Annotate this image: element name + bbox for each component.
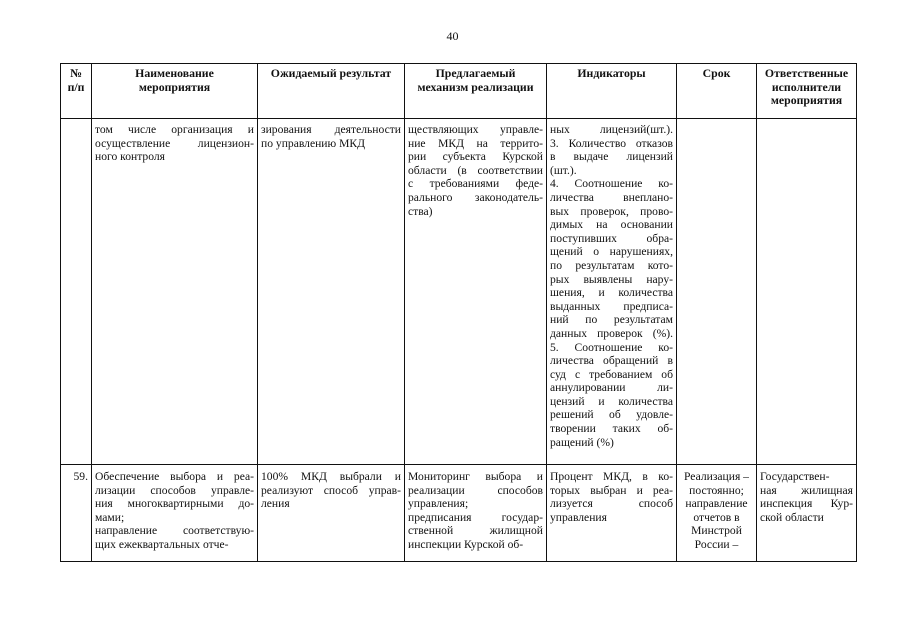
cell-text-line: ращений (%)	[550, 435, 614, 449]
cell-text-line: вых проверок, прово-	[550, 204, 673, 218]
cell-text-line: рального законодатель-	[408, 190, 543, 204]
cell-text-line: реализации способов	[408, 483, 543, 497]
header-expected-result	[258, 64, 405, 119]
cell-text-line: по управлению МКД	[261, 136, 366, 150]
row-deadline	[677, 465, 757, 562]
cell-text-line: Предлагаемый	[435, 66, 516, 80]
cell-text-line: выданных предписа-	[550, 299, 673, 313]
cell-text-line: шения, и количества	[550, 286, 673, 300]
cell-text-line: отчетов в	[693, 510, 740, 524]
header-mechanism	[405, 64, 547, 119]
cell-text-line: мероприятия	[770, 93, 843, 108]
cell-text-line: ской области	[760, 510, 824, 524]
cell-text-line: том числе организация и	[95, 123, 254, 136]
cell-text-line: (шт.).	[550, 163, 577, 177]
table-row	[61, 119, 857, 465]
cell-text-line: ществляющих управле-	[408, 123, 543, 136]
cell-text-line: Мониторинг выбора и	[408, 470, 543, 483]
cell-text-line: ний по результатам	[550, 313, 673, 327]
cell-text-line: Ожидаемый результат	[270, 66, 392, 80]
cell-text-line: ная жилищная	[760, 483, 853, 497]
cell-text-line: Минстрой	[691, 524, 742, 538]
cell-text-line: творении таких об-	[550, 422, 673, 436]
cell-text-line: лизуется способ	[550, 497, 673, 511]
cell-text-line: Государствен-	[760, 470, 830, 483]
cell-text-line: инспекции Курской об-	[408, 537, 524, 551]
cell-text-line: решений об удовле-	[550, 408, 673, 422]
cell-text-line: суд с требованием об	[550, 367, 673, 381]
cell-text-line: поступивших обра-	[550, 231, 673, 245]
cell-text-line: ных лицензий(шт.).	[550, 123, 673, 136]
cell-text-line: предписания государ-	[408, 510, 543, 524]
cell-text-line: направление соответствую-	[95, 524, 254, 538]
row-expected-result	[258, 119, 405, 465]
cell-text-line: реализуют способ управ-	[261, 483, 401, 497]
table-header-row	[61, 64, 857, 119]
page-number: 40	[446, 29, 459, 43]
header-number	[61, 64, 92, 119]
cell-text-line: димых на основании	[550, 218, 673, 232]
cell-text-line: зирования деятельности	[261, 123, 401, 136]
cell-text-line: России –	[694, 537, 739, 551]
cell-text-line: Ответственные	[764, 66, 849, 80]
cell-text-line: исполнители	[771, 79, 842, 94]
cell-text-line: цензий и количества	[550, 394, 673, 408]
cell-text-line: Срок	[702, 66, 731, 80]
cell-text-line: 100% МКД выбрали и	[261, 470, 401, 483]
activities-table	[60, 63, 857, 562]
cell-text-line: ления	[261, 497, 290, 511]
header-indicators	[547, 64, 677, 119]
cell-text-line: мами;	[95, 510, 125, 524]
cell-text-line: ние МКД на террито-	[408, 136, 543, 150]
cell-text-line: данных проверок (%).	[550, 326, 673, 340]
cell-text-line: 4. Соотношение ко-	[550, 177, 673, 191]
cell-text-line: аннулировании ли-	[550, 381, 673, 395]
row-executors	[757, 119, 857, 465]
row-activity-name	[92, 465, 258, 562]
cell-text-line: Наименование	[135, 66, 214, 80]
row-number	[61, 119, 92, 465]
header-deadline	[677, 64, 757, 119]
cell-text-line: Реализация –	[684, 470, 749, 483]
cell-text-line: с требованиями феде-	[408, 177, 543, 191]
cell-text-line: инспекция Кур-	[760, 497, 853, 511]
cell-text-line: Процент МКД, в ко-	[550, 470, 673, 483]
row-activity-name	[92, 119, 258, 465]
cell-text-line: личества обращений в	[550, 354, 673, 368]
cell-text-line: области (в соответствии	[408, 163, 543, 177]
cell-text-line: постоянно;	[689, 483, 744, 497]
cell-text-line: рии субъекта Курской	[408, 150, 543, 164]
row-mechanism	[405, 465, 547, 562]
header-executors	[757, 64, 857, 119]
row-number: 59.	[61, 465, 92, 562]
cell-text-line: личества внеплано-	[550, 190, 673, 204]
cell-text-line: Обеспечение выбора и реа-	[95, 470, 254, 483]
cell-text-line: 5. Соотношение ко-	[550, 340, 673, 354]
cell-text-line: в выдаче лицензий	[550, 150, 673, 164]
cell-text-line: торых выбран и реа-	[550, 483, 673, 497]
cell-text-line: 3. Количество отказов	[550, 136, 673, 150]
cell-text-line: управления;	[408, 497, 469, 511]
row-deadline	[677, 119, 757, 465]
cell-text-line: рых выявлены нару-	[550, 272, 673, 286]
cell-text-line: механизм реализации	[417, 79, 534, 94]
cell-text-line: №	[70, 66, 82, 80]
row-mechanism	[405, 119, 547, 465]
cell-text-line: направление	[685, 497, 748, 511]
cell-text-line: осуществление лицензион-	[95, 136, 254, 150]
cell-text-line: п/п	[67, 79, 85, 94]
cell-text-line: ства)	[408, 204, 433, 218]
cell-text-line: щений о нарушениях,	[550, 245, 673, 259]
cell-text-line: щих ежеквартальных отче-	[95, 537, 229, 551]
row-indicators	[547, 119, 677, 465]
cell-text-line: ного контроля	[95, 150, 165, 164]
cell-text-line: ственной жилищной	[408, 524, 543, 538]
table-row	[61, 465, 857, 562]
row-indicators	[547, 465, 677, 562]
cell-text-line: лизации способов управле-	[95, 483, 254, 497]
cell-text-line: Индикаторы	[577, 66, 646, 80]
cell-text-line: мероприятия	[138, 79, 211, 94]
row-executors	[757, 465, 857, 562]
cell-text-line: по результатам кото-	[550, 258, 673, 272]
header-activity-name	[92, 64, 258, 119]
row-expected-result	[258, 465, 405, 562]
cell-text-line: ния многоквартирными до-	[95, 497, 254, 511]
cell-text-line: управления	[550, 510, 607, 524]
